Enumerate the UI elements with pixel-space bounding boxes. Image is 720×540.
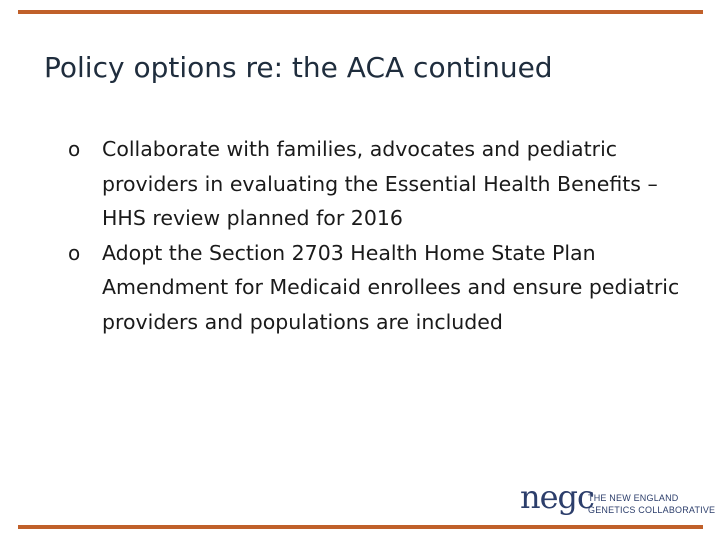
bullet-item — [68, 236, 698, 340]
bullet-marker: o — [68, 240, 81, 265]
slide-title: Policy options re: the ACA continued — [44, 51, 553, 84]
logo-line-1: THE NEW ENGLAND — [588, 493, 679, 503]
negc-logo — [520, 478, 716, 522]
bullet-marker: o — [68, 137, 81, 161]
bullet-item — [68, 132, 698, 236]
logo-line-2: GENETICS COLLABORATIVE — [588, 505, 716, 515]
logo-wordmark: negc — [520, 478, 594, 516]
top-accent-rule — [18, 10, 703, 14]
bullet-list — [68, 132, 698, 339]
bullet-text: Adopt the Section 2703 Health Home State Plan Amendment for Medicaid enrollees and ensure pediatric providers and populations are included — [102, 240, 680, 334]
bottom-accent-rule — [18, 525, 703, 529]
bullet-text: Collaborate with families, advocates and pediatric providers in evaluating the Essential Health Benefits – HHS review planned for 2016 — [102, 137, 658, 230]
